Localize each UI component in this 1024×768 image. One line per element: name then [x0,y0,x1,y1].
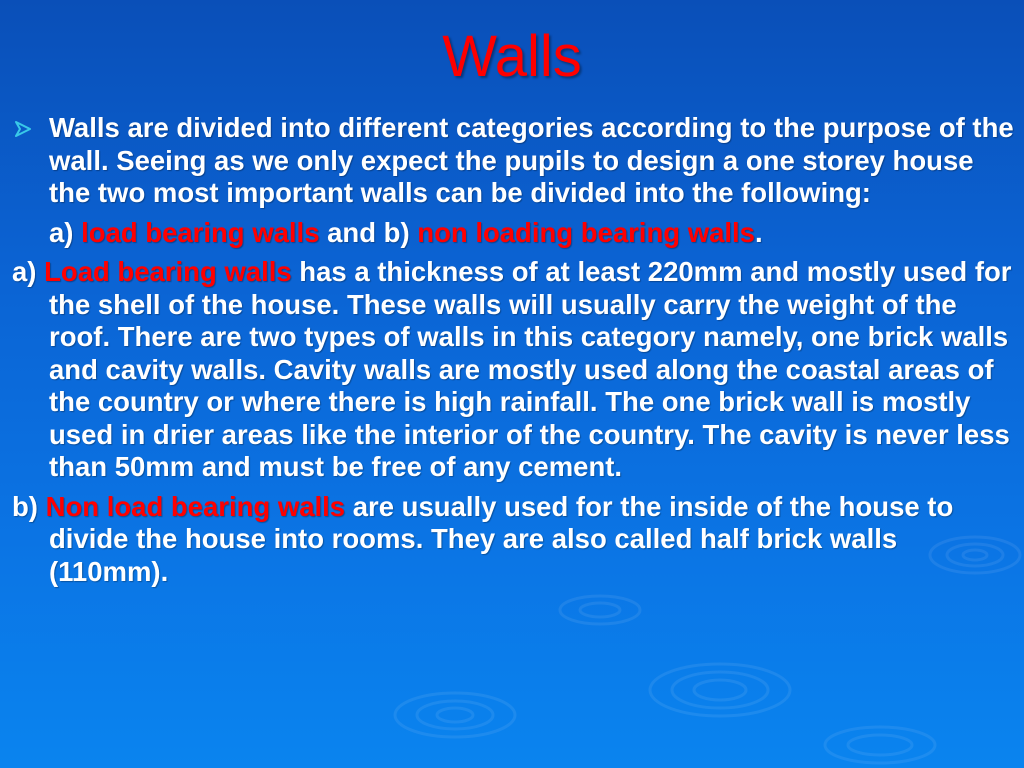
summary-line [12,217,1017,250]
load-bearing-text: has a thickness of at least 220mm and mostly used for the shell of the house. These walls will usually carry the weight of the roof. There are two types of walls in this category namely, one brick walls and cavity walls. Cavity walls are mostly used along the coastal areas of the country or where there is high rainfall. The one brick wall is mostly used in drier areas like the interior of the country. The cavity is never less than 50mm and must be free of any cement. [49,256,1012,482]
slide-body [12,112,1017,588]
non-load-bearing-paragraph [12,491,1017,589]
non-load-bearing-text: are usually used for the inside of the house to divide the house into rooms. They are also called half brick walls (110mm). [49,490,954,587]
arrow-bullet-icon [14,120,32,138]
summary-non-loading-term: non loading bearing walls [417,216,755,248]
summary-load-bearing-term: load bearing walls [81,216,320,248]
slide-title: Walls [442,24,582,89]
load-bearing-term: Load bearing walls [44,256,292,287]
non-load-bearing-term: Non load bearing walls [45,490,346,522]
summary-a-prefix: a) [49,216,82,248]
summary-middle: and b) [319,216,418,248]
load-bearing-prefix: a) [12,256,45,287]
load-bearing-paragraph [12,256,1017,484]
intro-paragraph [12,112,1017,210]
summary-end: . [754,216,763,248]
non-load-bearing-prefix: b) [12,490,46,522]
intro-text: Walls are divided into different categories according to the purpose of the wall. Seeing as we only expect the pupils to design a one storey house the two most important walls can be divided into the following: [49,112,1014,208]
